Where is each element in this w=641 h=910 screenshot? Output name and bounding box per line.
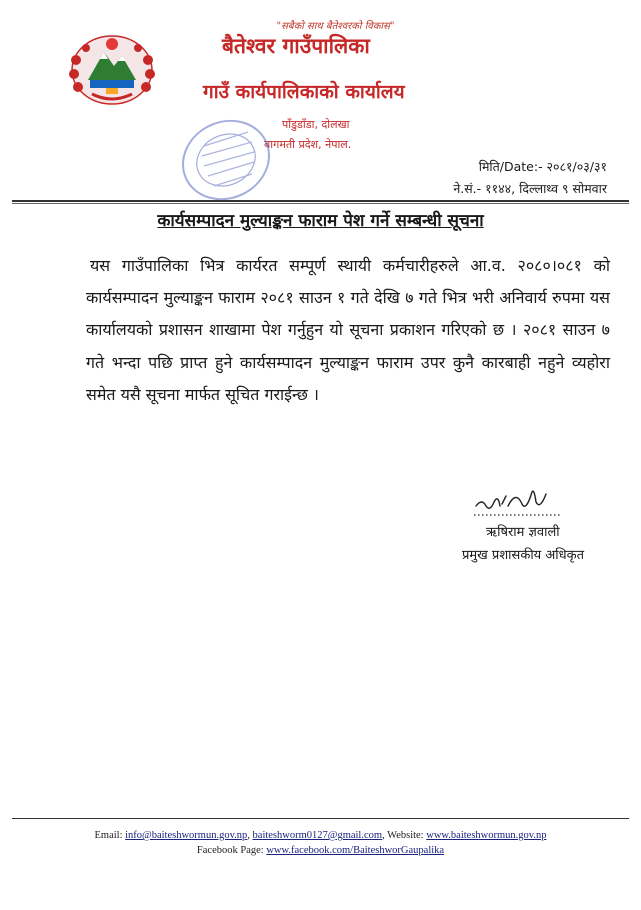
issue-date: मिति/Date:- २०८१/०३/३१	[478, 159, 607, 174]
notice-body: यस गाउँपालिका भित्र कार्यरत सम्पूर्ण स्थायी कर्मचारीहरुले आ.व. २०८०।०८१ को कार्यसम्पादन मुल्याङ्कन फाराम २०८१ साउन १ गते देखि ७ गते भित्र भरी अनिवार्य रुपमा यस कार्यालयको प्रशासन शाखामा पेश गर्नुहुन यो सूचना प्रकाशन गरिएको छ । २०८१ साउन ७ गते भन्दा पछि प्राप्त हुने कार्यसम्पादन मुल्याङ्कन फाराम उपर कुनै कारबाही नहुने व्यहोरा समेत यसै सूचना मार्फत सूचित गराईन्छ ।	[86, 256, 610, 404]
nepal-sambat-date: ने.सं.- ११४४, दिल्लाथ्व ९ सोमवार	[453, 181, 607, 196]
website-link[interactable]: www.baiteshwormun.gov.np	[426, 830, 547, 841]
facebook-label: Facebook Page:	[196, 845, 264, 856]
email-link-2[interactable]: baiteshworm0127@gmail.com	[252, 830, 383, 841]
slogan: "सबैको साथ बैतेश्वरको विकास"	[276, 21, 395, 32]
organization-name: बैतेश्वर गाउँपालिका	[222, 34, 370, 58]
email-link-1[interactable]: info@baiteshwormun.gov.np	[125, 830, 248, 841]
office-name: गाउँ कार्यपालिकाको कार्यालय	[203, 81, 405, 103]
website-label: Website:	[387, 830, 424, 841]
signature-icon	[470, 484, 566, 522]
signatory-title: प्रमुख प्रशासकीय अधिकृत	[462, 548, 585, 563]
footer-facebook-line	[0, 845, 641, 856]
header-divider	[12, 200, 629, 202]
address-line-2: बागमती प्रदेश, नेपाल.	[264, 138, 352, 151]
government-emblem-logo	[66, 30, 158, 110]
office-stamp-icon	[168, 112, 286, 208]
signatory-name: ऋषिराम ज्ञवाली	[486, 525, 560, 540]
footer-contact-line: Email: info@baiteshwormun.gov.np, baiteshworm0127@gmail.com, Website: www.baiteshwormun.gov.np	[94, 830, 547, 841]
facebook-link[interactable]: www.facebook.com/BaiteshworGaupalika	[266, 845, 445, 856]
header-divider-thin	[12, 203, 629, 204]
footer-divider	[12, 818, 629, 819]
notice-subject: कार्यसम्पादन मुल्याङ्कन फाराम पेश गर्ने सम्बन्धी सूचना	[157, 211, 484, 231]
address-line-1: पाँडुडाँडा, दोलखा	[282, 118, 350, 131]
email-label: Email:	[94, 830, 123, 841]
